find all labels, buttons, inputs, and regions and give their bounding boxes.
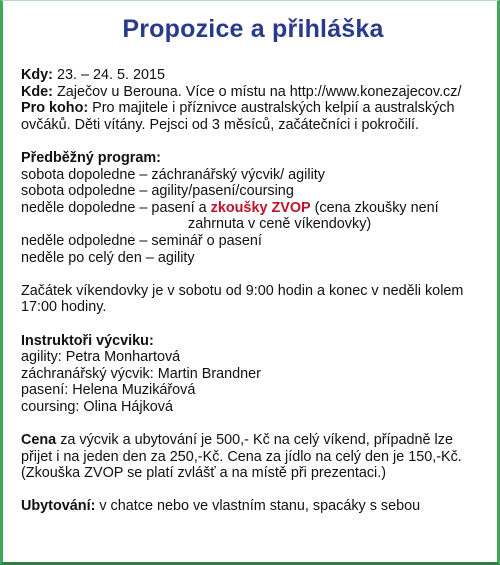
schedule-line: Začátek víkendovky je v sobotu od 9:00 hodin a konec v neděli kolem xyxy=(21,282,464,299)
program-item xyxy=(21,200,491,217)
place-value: Zaječov u Berouna. Více o místu na http://www.konezajecov.cz/ xyxy=(52,83,462,100)
program-heading: Předběžný program: xyxy=(21,149,161,166)
date-value: 23. – 24. 5. 2015 xyxy=(52,67,166,83)
price-label: Cena xyxy=(21,432,57,449)
program-item: neděle odpoledne – seminář o pasení xyxy=(21,232,262,249)
accommodation-value: v chatce nebo ve vlastním stanu, spacáky s sebou xyxy=(95,498,421,515)
place-line xyxy=(21,84,491,101)
price-line xyxy=(21,432,491,449)
program-item-continuation: zahrnuta v ceně víkendovky) xyxy=(188,216,372,233)
program-item: neděle po celý den – agility xyxy=(21,249,195,266)
date-line xyxy=(21,67,491,84)
accommodation-label: Ubytování: xyxy=(21,498,96,515)
page-title: Propozice a přihláška xyxy=(122,15,384,43)
price-value: za výcvik a ubytování je 500,- Kč na celý víkend, případně lze xyxy=(56,432,453,449)
price-line-2: přijet i na jeden den za 250,-Kč. Cena za jídlo na celý den je 150,-Kč. xyxy=(21,448,462,465)
audience-value: Pro majitele i příznivce australských kelpií a australských xyxy=(88,100,455,117)
audience-line-2: ovčáků. Děti vítány. Pejsci od 3 měsíců, začátečníci i pokročilí. xyxy=(21,116,420,133)
place-label: Kde: xyxy=(21,83,53,100)
instructor-rescue: záchranářský výcvik: Martin Brandner xyxy=(21,365,261,382)
accommodation-line xyxy=(21,498,491,515)
date-label: Kdy: xyxy=(21,67,53,83)
instructor-coursing: coursing: Olina Hájková xyxy=(21,398,173,415)
schedule-line: 17:00 hodiny. xyxy=(21,299,107,316)
program-item-text: neděle dopoledne – pasení a xyxy=(21,199,211,216)
program-item-note: (cena zkoušky není xyxy=(310,199,439,216)
audience-label: Pro koho: xyxy=(21,100,89,117)
instructor-agility: agility: Petra Monhartová xyxy=(21,349,181,366)
program-item: sobota dopoledne – záchranářský výcvik/ agility xyxy=(21,166,325,183)
price-line-3: (Zkouška ZVOP se platí zvlášť a na místě při prezentaci.) xyxy=(21,465,387,482)
content xyxy=(21,67,491,515)
zvop-highlight: zkoušky ZVOP xyxy=(210,199,311,216)
instructors-heading: Instruktoři výcviku: xyxy=(21,332,154,349)
instructor-herding: pasení: Helena Muzikářová xyxy=(21,382,196,399)
program-item: sobota odpoledne – agility/pasení/coursing xyxy=(21,183,294,200)
audience-line xyxy=(21,100,491,117)
